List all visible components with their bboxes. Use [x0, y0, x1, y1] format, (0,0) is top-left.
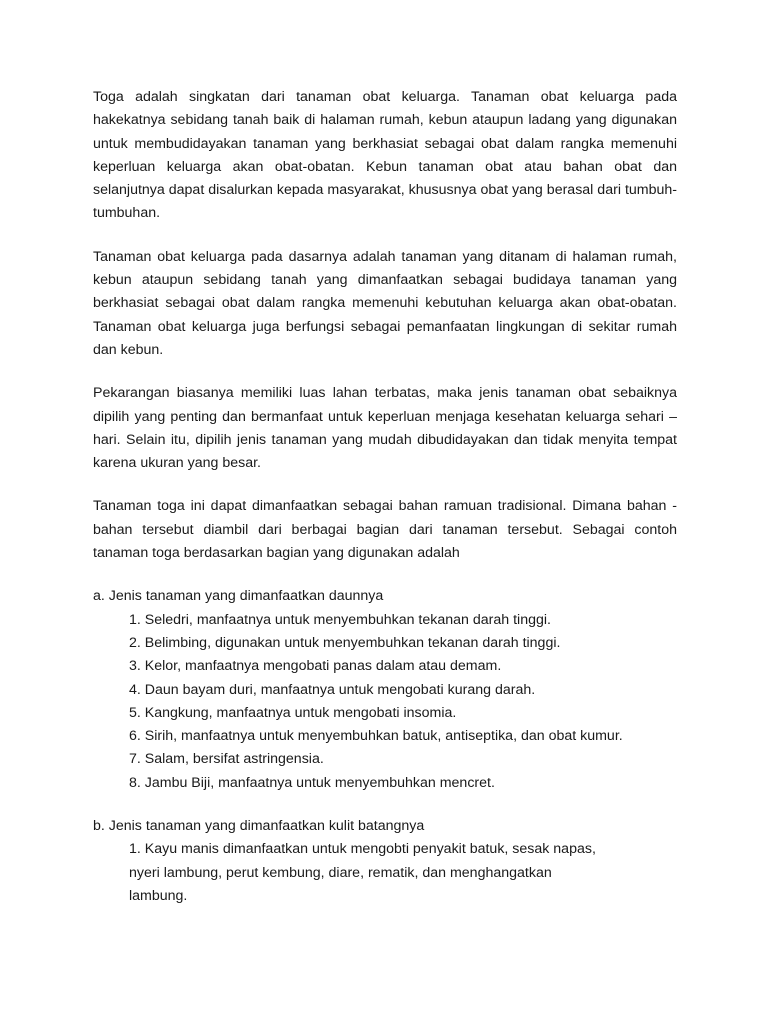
section-b-list	[93, 838, 677, 908]
section-a-heading: a. Jenis tanaman yang dimanfaatkan daunnya	[93, 588, 384, 605]
paragraph-usage: Tanaman toga ini dapat dimanfaatkan sebagai bahan ramuan tradisional. Dimana bahan - bahan tersebut diambil dari berbagai bagian dari tanaman tersebut. Sebagai contoh tanaman toga berdasarkan bagian yang digunakan adalah	[93, 498, 677, 562]
list-item: 2. Belimbing, digunakan untuk menyembuhkan tekanan darah tinggi.	[129, 634, 561, 651]
list-item: 8. Jambu Biji, manfaatnya untuk menyembuhkan mencret.	[129, 774, 495, 791]
section-a-list	[93, 609, 677, 795]
list-item: 1. Kayu manis dimanfaatkan untuk mengobti penyakit batuk, sesak napas, nyeri lambung, perut kembung, diare, rematik, dan menghangatkan lambung.	[129, 841, 596, 904]
list-item: 7. Salam, bersifat astringensia.	[129, 751, 324, 768]
list-item: 3. Kelor, manfaatnya mengobati panas dalam atau demam.	[129, 658, 502, 675]
paragraph-yard: Pekarangan biasanya memiliki luas lahan terbatas, maka jenis tanaman obat sebaiknya dipilih yang penting dan bermanfaat untuk keperluan menjaga kesehatan keluarga sehari – hari. Selain itu, dipilih jenis tanaman yang mudah dibudidayakan dan tidak menyita tempat karena ukuran yang besar.	[93, 385, 677, 472]
list-item: 6. Sirih, manfaatnya untuk menyembuhkan batuk, antiseptika, dan obat kumur.	[129, 728, 623, 745]
section-b-heading: b. Jenis tanaman yang dimanfaatkan kulit batangnya	[93, 818, 425, 835]
list-item: 4. Daun bayam duri, manfaatnya untuk mengobati kurang darah.	[129, 681, 536, 698]
paragraph-definition: Tanaman obat keluarga pada dasarnya adalah tanaman yang ditanam di halaman rumah, kebun ataupun sebidang tanah yang dimanfaatkan sebagai budidaya tanaman yang berkhasiat sebagai obat dalam rangka memenuhi kebutuhan keluarga akan obat-obatan. Tanaman obat keluarga juga berfungsi sebagai pemanfaatan lingkungan di sekitar rumah dan kebun.	[93, 248, 677, 358]
list-item: 1. Seledri, manfaatnya untuk menyembuhkan tekanan darah tinggi.	[129, 611, 551, 628]
paragraph-intro: Toga adalah singkatan dari tanaman obat keluarga. Tanaman obat keluarga pada hakekatnya sebidang tanah baik di halaman rumah, kebun ataupun ladang yang digunakan untuk membudidayakan tanaman yang berkhasiat sebagai obat dalam rangka memenuhi keperluan keluarga akan obat-obatan. Kebun tanaman obat atau bahan obat dan selanjutnya dapat disalurkan kepada masyarakat, khususnya obat yang berasal dari tumbuh-tumbuhan.	[93, 89, 677, 222]
list-item: 5. Kangkung, manfaatnya untuk mengobati insomia.	[129, 704, 457, 721]
